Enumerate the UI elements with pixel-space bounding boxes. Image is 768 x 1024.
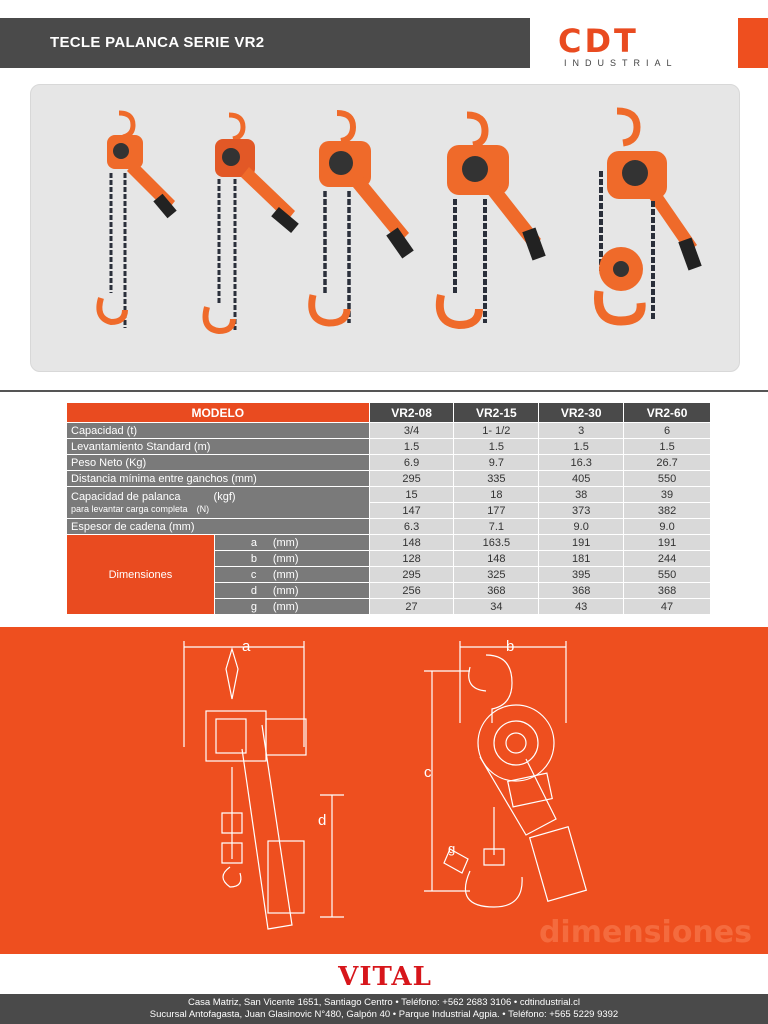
row-label: Distancia mínima entre ganchos (mm) (67, 471, 370, 487)
cell: 3/4 (369, 423, 454, 439)
spec-table (66, 402, 711, 615)
cell: 148 (369, 535, 454, 551)
label-d: d (318, 812, 327, 829)
cell: 177 (454, 503, 539, 519)
cell: 295 (369, 471, 454, 487)
header-vr2-60: VR2-60 (624, 403, 711, 423)
dim-key: d (mm) (214, 583, 369, 599)
cell: 395 (539, 567, 624, 583)
product-panel (30, 84, 740, 372)
cell: 335 (454, 471, 539, 487)
cell: 7.1 (454, 519, 539, 535)
header-vr2-08: VR2-08 (369, 403, 454, 423)
corner-accent (738, 18, 768, 68)
hoist-illustrations (31, 85, 741, 373)
cell: 256 (369, 583, 454, 599)
header-vr2-15: VR2-15 (454, 403, 539, 423)
row-label: Peso Neto (Kg) (67, 455, 370, 471)
cell: 163.5 (454, 535, 539, 551)
cell: 368 (454, 583, 539, 599)
cell: 16.3 (539, 455, 624, 471)
cell: 325 (454, 567, 539, 583)
cell: 47 (624, 599, 711, 615)
cell: 39 (624, 487, 711, 503)
dim-key: c (mm) (214, 567, 369, 583)
cell: 9.7 (454, 455, 539, 471)
lever-unit-1: (kgf) (213, 490, 236, 503)
table-header-row (67, 403, 711, 423)
table-row (67, 519, 711, 535)
cell: 550 (624, 567, 711, 583)
cell: 34 (454, 599, 539, 615)
label-c: c (424, 764, 432, 781)
cell: 6.9 (369, 455, 454, 471)
dim-key: g (mm) (214, 599, 369, 615)
cell: 128 (369, 551, 454, 567)
lever-label (67, 487, 370, 519)
hoist-vr2-60a (440, 115, 546, 325)
cell: 43 (539, 599, 624, 615)
row-label: Levantamiento Standard (m) (67, 439, 370, 455)
hoist-vr2-15 (206, 115, 299, 331)
vital-logo: VITAL (338, 962, 432, 992)
cell: 295 (369, 567, 454, 583)
cell: 27 (369, 599, 454, 615)
cell: 9.0 (624, 519, 711, 535)
section-divider (0, 390, 768, 392)
cell: 1.5 (539, 439, 624, 455)
cell: 38 (539, 487, 624, 503)
table-row (67, 455, 711, 471)
lever-label-2: para levantar carga completa (71, 503, 188, 514)
cell: 1.5 (624, 439, 711, 455)
cell: 148 (454, 551, 539, 567)
dimensions-label: Dimensiones (67, 535, 215, 615)
cell: 1.5 (369, 439, 454, 455)
cell: 1.5 (454, 439, 539, 455)
footer-line-2: Sucursal Antofagasta, Juan Glasinovic N°480, Galpón 40 • Parque Industrial Agpia. • Teléfono: +565 5229 9392 (149, 1009, 619, 1020)
lever-label-1: Capacidad de palanca (71, 490, 181, 503)
table-row (67, 471, 711, 487)
table-row (67, 535, 711, 551)
lever-unit-2: (N) (196, 503, 210, 514)
cell: 382 (624, 503, 711, 519)
page-title: TECLE PALANCA SERIE VR2 (50, 34, 265, 51)
cell: 26.7 (624, 455, 711, 471)
label-a: a (242, 638, 251, 655)
cell: 550 (624, 471, 711, 487)
header-modelo: MODELO (67, 403, 370, 423)
cell: 1- 1/2 (454, 423, 539, 439)
cell: 6.3 (369, 519, 454, 535)
brand-main: CDT (558, 22, 639, 60)
table-row (67, 487, 711, 503)
label-g: g (448, 841, 456, 856)
cell: 244 (624, 551, 711, 567)
cell: 405 (539, 471, 624, 487)
cell: 373 (539, 503, 624, 519)
dimension-drawing (0, 627, 768, 954)
cdt-logo (558, 24, 708, 68)
footer-line-1: Casa Matriz, San Vicente 1651, Santiago Centro • Teléfono: +562 2683 3106 • cdtindustrial.cl (187, 997, 581, 1008)
row-label: Espesor de cadena (mm) (67, 519, 370, 535)
cell: 191 (539, 535, 624, 551)
cell: 6 (624, 423, 711, 439)
table-row (67, 439, 711, 455)
cell: 181 (539, 551, 624, 567)
header-vr2-30: VR2-30 (539, 403, 624, 423)
dim-key: b (mm) (214, 551, 369, 567)
hoist-vr2-08 (99, 113, 176, 328)
table-row (67, 423, 711, 439)
cell: 3 (539, 423, 624, 439)
hoist-vr2-60b (598, 111, 701, 321)
hoist-vr2-30 (312, 113, 414, 323)
cell: 15 (369, 487, 454, 503)
row-label: Capacidad (t) (67, 423, 370, 439)
cell: 9.0 (539, 519, 624, 535)
cell: 191 (624, 535, 711, 551)
cell: 18 (454, 487, 539, 503)
dim-key: a (mm) (214, 535, 369, 551)
brand-sub: INDUSTRIAL (564, 58, 678, 68)
dimension-diagram-section (0, 627, 768, 954)
cell: 147 (369, 503, 454, 519)
label-b: b (506, 638, 515, 655)
cell: 368 (624, 583, 711, 599)
watermark-dimensiones: dimensiones (538, 915, 752, 950)
footer (0, 994, 768, 1024)
cell: 368 (539, 583, 624, 599)
